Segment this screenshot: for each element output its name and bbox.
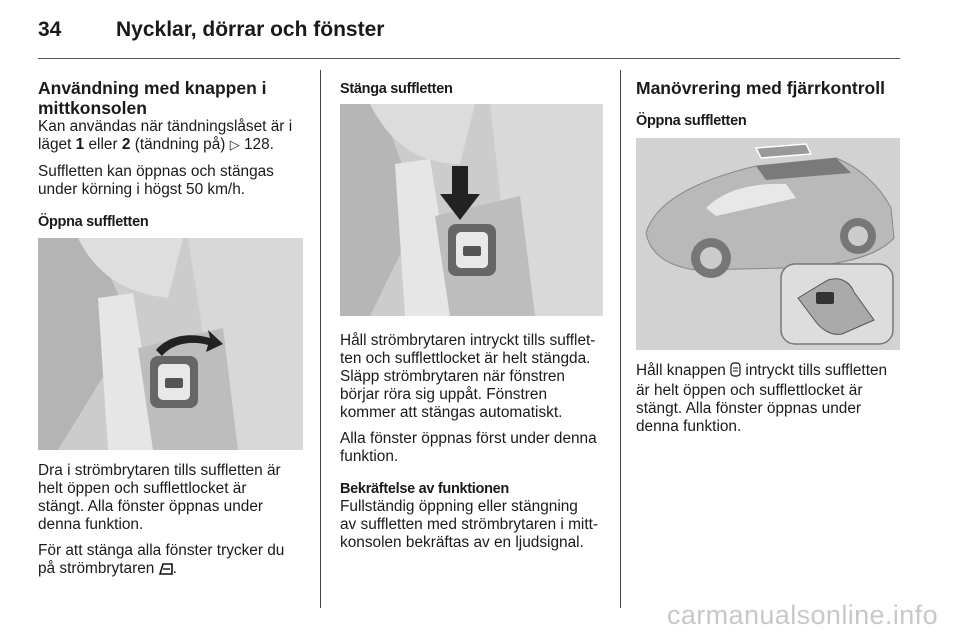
subheading-open-roof-remote: Öppna suffletten [636,113,747,129]
column-3 [636,70,906,138]
console-switch-push-illustration [340,104,603,316]
confirmation-paragraph [340,498,612,552]
column-divider-2 [620,70,621,608]
text-line: Dra i strömbrytaren tills suffletten är [38,462,281,479]
intro-text: (tändning på) [130,136,230,153]
intro-text: eller [84,136,122,153]
section-heading-center-console: Användning med knappen i mittkonsolen [38,78,267,118]
intro-line-1: Kan användas när tändningslåset är i [38,118,293,135]
text-line: under körning i högst 50 km/h. [38,181,246,198]
intro-text: läget [38,136,76,153]
text-line: Släpp strömbrytaren när fönstren [340,368,565,385]
column-2 [340,70,612,106]
text-line: denna funktion. [636,418,742,435]
text-line: konsolen bekräftas av en ljudsignal. [340,534,584,551]
text-line: börjar röra sig uppåt. Fönstren [340,386,548,403]
remote-open-instructions [636,362,906,436]
text-line: är helt öppen och sufflettlocket är [636,382,863,399]
text-line: denna funktion. [38,516,144,533]
page-reference: 128. [243,136,274,153]
page-header [38,18,908,50]
column-1-lower [38,462,310,588]
text-line: För att stänga alla fönster trycker du [38,542,285,559]
car-and-remote-key-illustration [636,138,900,350]
column-1 [38,70,310,239]
text-line: Håll strömbrytaren intryckt tills sufflet- [340,332,596,349]
page-number: 34 [38,18,62,41]
subheading-close-roof: Stänga suffletten [340,81,453,97]
text-line: intryckt tills suffletten [741,362,888,379]
page-reference-icon: ▷ [229,138,240,153]
column-2-lower [340,332,612,560]
windows-open-note [340,430,612,466]
text-line: funktion. [340,448,399,465]
text-line: Håll knappen [636,362,731,379]
subheading-confirmation: Bekräftelse av funktionen [340,481,509,497]
text-line: på strömbrytaren [38,560,159,577]
text-line: stängt. Alla fönster öppnas under [636,400,862,417]
subheading-open-roof: Öppna suffletten [38,214,149,230]
text-line: Alla fönster öppnas först under denna [340,430,597,447]
console-switch-pull-illustration [38,238,303,450]
intro-paragraph [38,118,310,155]
text-line: ten och sufflettlocket är helt stängda. [340,350,591,367]
ignition-position-2: 2 [121,136,131,153]
text-line: helt öppen och sufflettlocket är [38,480,247,497]
text-line: Suffletten kan öppnas och stängas [38,163,274,180]
ignition-position-1: 1 [75,136,85,153]
header-rule [38,58,900,59]
close-windows-paragraph: För att stänga alla fönster trycker du på strömbrytaren . [38,542,310,580]
text-line: stängt. Alla fönster öppnas under [38,498,264,515]
watermark: carmanualsonline.info [666,600,938,630]
remote-roof-button-icon [730,362,741,382]
speed-paragraph [38,163,310,199]
text-line: kommer att stängas automatiskt. [340,404,563,421]
section-heading-remote: Manövrering med fjärrkontroll [636,78,885,98]
column-3-lower [636,362,906,444]
close-roof-instructions [340,332,612,422]
open-roof-instructions [38,462,310,534]
column-divider-1 [320,70,321,608]
text-line: av suffletten med strömbrytaren i mitt- [340,516,599,533]
page-title: Nycklar, dörrar och fönster [116,18,385,41]
text-line: Fullständig öppning eller stängning [340,498,578,515]
window-switch-icon [159,562,173,580]
